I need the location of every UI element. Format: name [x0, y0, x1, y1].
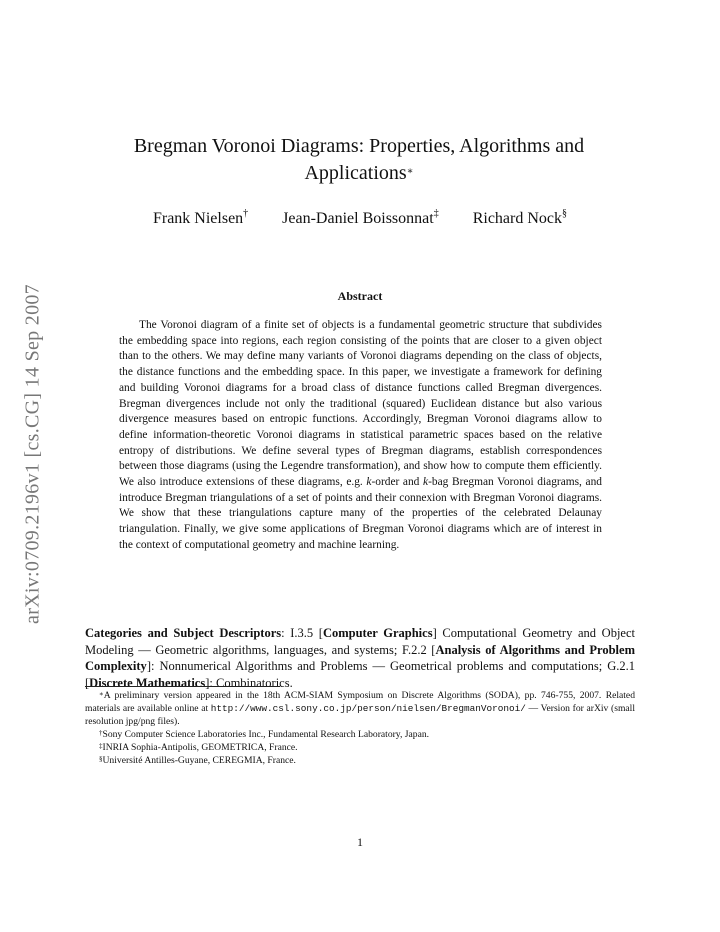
footnotes: [85, 689, 635, 767]
footnote-affiliation-inria: ‡INRIA Sophia-Antipolis, GEOMETRICA, France.: [99, 742, 298, 753]
footnote-affiliation-sony: †Sony Computer Science Laboratories Inc., Fundamental Research Laboratory, Japan.: [99, 729, 430, 740]
author-2: Jean-Daniel Boissonnat‡: [282, 208, 439, 227]
title-footnote-mark[interactable]: ∗: [406, 166, 414, 177]
paper-title: [100, 133, 618, 187]
arxiv-identifier-text: arXiv:0709.2196v1 [cs.CG] 14 Sep 2007: [21, 284, 44, 624]
author-1-mark[interactable]: †: [243, 208, 249, 219]
categories-and-subject-descriptors: Categories and Subject Descriptors: I.3.5 [Computer Graphics] Computational Geometry and Object Modeling — Geometric algorithms, languages, and systems; F.2.2 [Analysis of Algorithms and Problem Complexity]: Nonnumerical Algorithms and Problems — Geometrical problems and computations; G.2.1 [Discrete Mathematics]: Combinatorics.: [85, 626, 635, 690]
author-3-mark[interactable]: §: [562, 208, 568, 219]
abstract-body: The Voronoi diagram of a finite set of objects is a fundamental geometric structure that subdivides the embedding space into regions, each region consisting of the points that are closer to a given object than to the others. We may define many variants of Voronoi diagrams depending on the class of objects, the distance functions and the embedding space. In this paper, we investigate a framework for defining and building Voronoi diagrams for a broad class of distance functions called Bregman divergences. Bregman divergences include not only the traditional (squared) Euclidean distance but also various divergence measures based on entropic functions. Accordingly, Bregman Voronoi diagrams allow to define information-theoretic Voronoi diagrams in statistical parametric spaces based on the relative entropy of distributions. We define several types of Bregman diagrams, establish correspondences between those diagrams (using the Legendre transformation), and show how to compute them efficiently. We also introduce extensions of these diagrams, e.g. k-order and k-bag Bregman Voronoi diagrams, and introduce Bregman triangulations of a set of points and their connexion with Bregman Voronoi diagrams. We show that these triangulations capture many of the properties of the celebrated Delaunay triangulation. Finally, we give some applications of Bregman Voronoi diagrams which are of interest in the context of computational geometry and machine learning.: [119, 319, 602, 551]
title-line-1: Bregman Voronoi Diagrams: Properties, Algorithms and: [133, 135, 585, 157]
author-3: Richard Nock§: [472, 208, 568, 227]
footnote-preliminary-version: ∗A preliminary version appeared in the 18th ACM-SIAM Symposium on Discrete Algorithms (SODA), pp. 746-755, 2007. Related materials are available online at http://www.csl.sony.co.jp/person/nielsen/BregmanVoronoi/ — Version for arXiv (small resolution jpg/png files).: [85, 690, 635, 727]
page-number: 1: [357, 835, 363, 849]
author-1: Frank Nielsen†: [152, 208, 249, 227]
title-line-2: Applications∗: [304, 162, 414, 184]
author-list: [90, 210, 630, 228]
categories-label: Categories and Subject Descriptors: [85, 626, 282, 640]
arxiv-identifier: [18, 254, 48, 654]
footnote-affiliation-ceregmia: §Université Antilles-Guyane, CEREGMIA, France.: [99, 755, 296, 766]
author-2-mark[interactable]: ‡: [433, 208, 439, 219]
footnote-divider: [85, 686, 280, 687]
abstract-heading: Abstract: [337, 289, 383, 303]
materials-url-link[interactable]: http://www.csl.sony.co.jp/person/nielsen/BregmanVoronoi/: [210, 703, 526, 714]
